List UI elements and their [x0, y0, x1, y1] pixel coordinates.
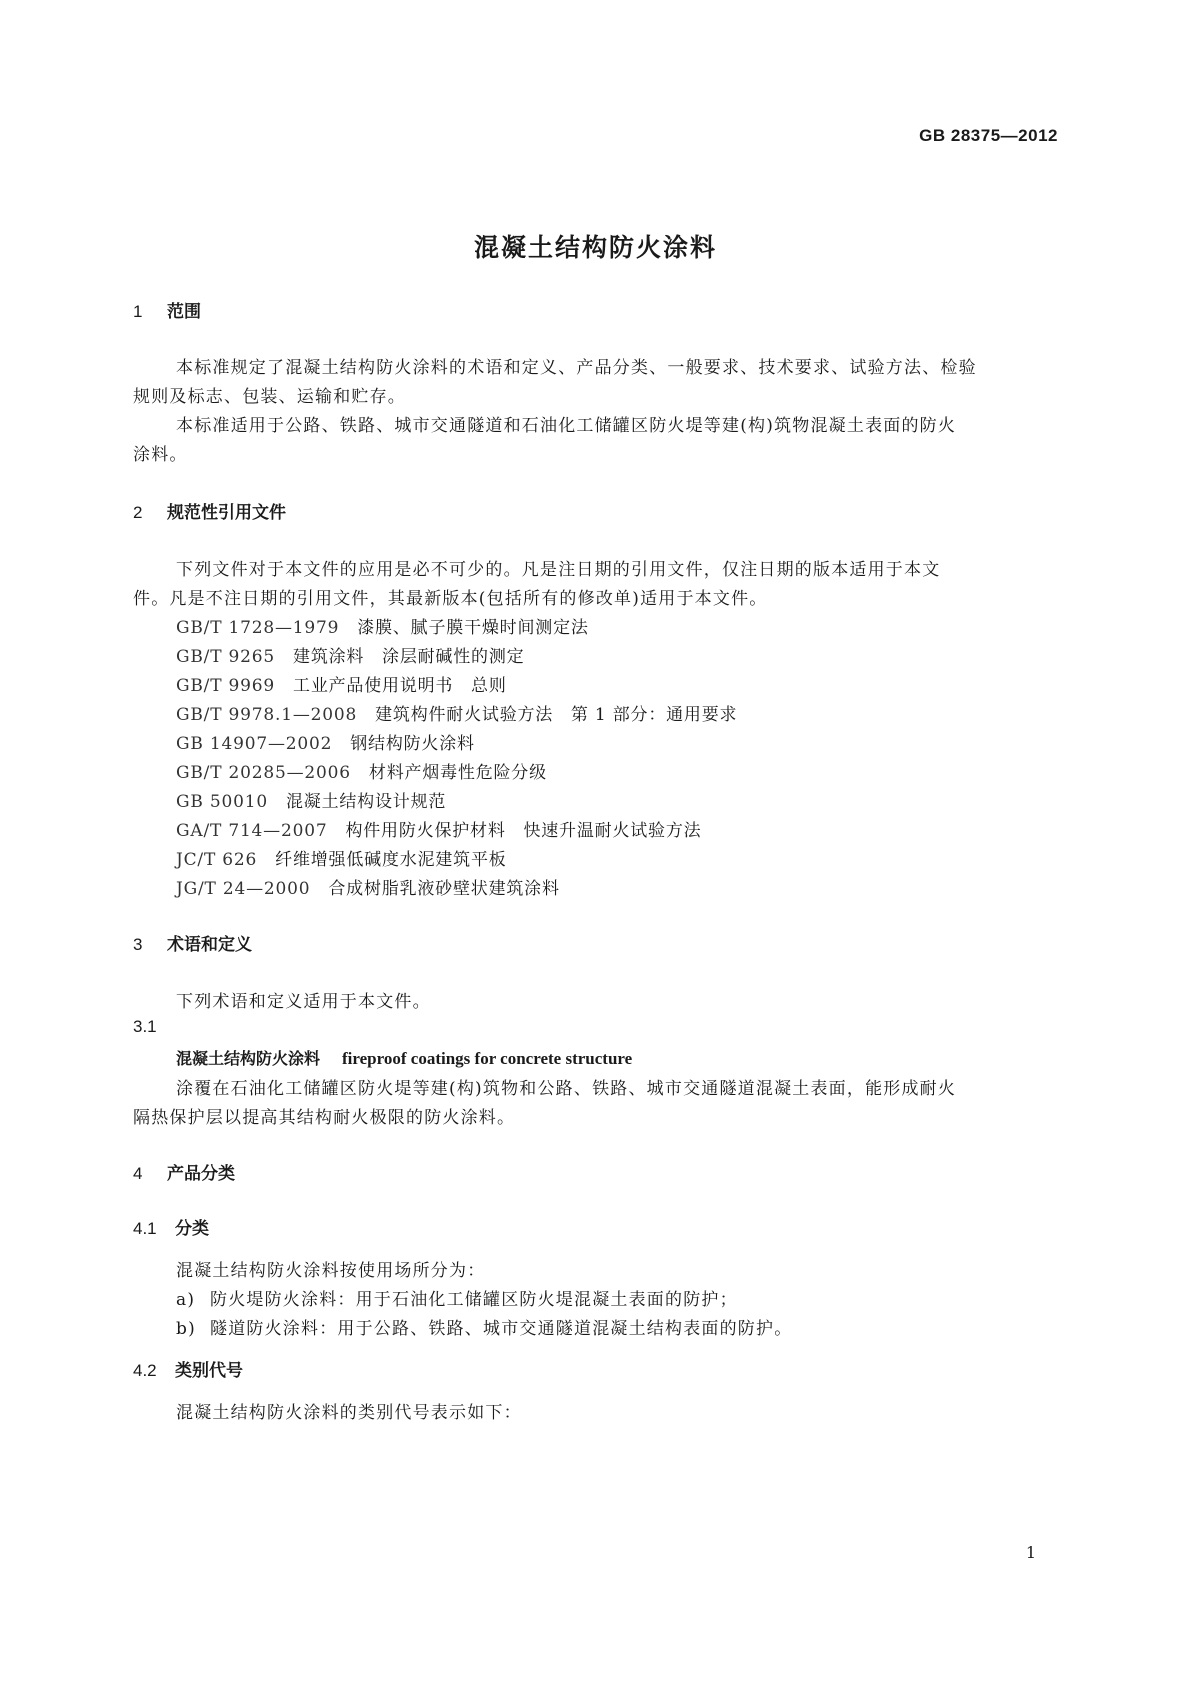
standard-code: GB 28375—2012: [919, 126, 1058, 145]
reference-code: GB 14907—2002: [176, 734, 333, 754]
reference-item: [176, 671, 507, 696]
list-item: [176, 1314, 792, 1339]
subsection-3-1-number: 3.1: [133, 1017, 157, 1036]
section-3-heading: [133, 930, 252, 955]
reference-name: 构件用防火保护材料 快速升温耐火试验方法: [345, 821, 702, 841]
reference-name: 钢结构防火涂料: [350, 734, 475, 754]
reference-code: GB 50010: [176, 792, 268, 812]
section-1-paragraph-1-line-1: 本标准规定了混凝土结构防火涂料的术语和定义、产品分类、一般要求、技术要求、试验方法、检验: [176, 358, 977, 378]
reference-item: [176, 758, 547, 783]
list-item-label: a): [176, 1290, 196, 1310]
section-2-heading: [133, 498, 286, 523]
section-title: 产品分类: [167, 1164, 235, 1184]
reference-name: 建筑涂料 涂层耐碱性的测定: [293, 647, 525, 667]
reference-item: [176, 845, 507, 870]
reference-item: [176, 816, 701, 841]
term-english: fireproof coatings for concrete structure: [342, 1049, 633, 1068]
section-title: 规范性引用文件: [167, 503, 286, 523]
reference-name: 合成树脂乳液砂壁状建筑涂料: [328, 879, 560, 899]
section-title: 类别代号: [175, 1361, 243, 1381]
reference-item: [176, 642, 524, 667]
section-4-heading: [133, 1159, 235, 1184]
reference-code: GB/T 20285—2006: [176, 763, 351, 783]
reference-name: 工业产品使用说明书 总则: [293, 676, 507, 696]
reference-code: GB/T 9265: [176, 647, 276, 667]
section-1-paragraph-2-line-2: 涂料。: [133, 445, 188, 465]
subsection-4-1-heading: [133, 1214, 209, 1239]
term-chinese: 混凝土结构防火涂料: [176, 1049, 321, 1068]
section-2-paragraph-line-2: 件。凡是不注日期的引用文件，其最新版本(包括所有的修改单)适用于本文件。: [133, 589, 768, 609]
reference-code: GB/T 1728—1979: [176, 618, 340, 638]
subsection-4-1-intro: 混凝土结构防火涂料按使用场所分为：: [176, 1261, 486, 1281]
subsection-4-2-heading: [133, 1356, 243, 1381]
section-number: 3: [133, 935, 143, 954]
page-number: 1: [1025, 1543, 1036, 1562]
section-number: 2: [133, 503, 143, 522]
reference-code: GB/T 9969: [176, 676, 276, 696]
section-title: 范围: [167, 302, 201, 322]
section-3-intro: 下列术语和定义适用于本文件。: [176, 992, 431, 1012]
reference-name: 建筑构件耐火试验方法 第 1 部分：通用要求: [375, 705, 738, 725]
reference-code: JC/T 626: [176, 850, 258, 870]
reference-code: GA/T 714—2007: [176, 821, 328, 841]
section-1-heading: [133, 297, 201, 322]
reference-name: 纤维增强低碱度水泥建筑平板: [275, 850, 507, 870]
reference-item: [176, 613, 589, 638]
section-number: 4.2: [133, 1361, 157, 1380]
reference-item: [176, 874, 560, 899]
section-number: 4.1: [133, 1219, 157, 1238]
section-title: 分类: [175, 1219, 209, 1239]
term-definition-line-1: 涂覆在石油化工储罐区防火堤等建(构)筑物和公路、铁路、城市交通隧道混凝土表面，能形成耐火: [176, 1079, 957, 1099]
list-item: [176, 1285, 738, 1310]
term-definition-line-2: 隔热保护层以提高其结构耐火极限的防火涂料。: [133, 1108, 516, 1128]
section-title: 术语和定义: [167, 935, 252, 955]
reference-item: [176, 787, 446, 812]
subsection-4-2-intro: 混凝土结构防火涂料的类别代号表示如下：: [176, 1403, 522, 1423]
reference-item: [176, 700, 737, 725]
term-entry: [176, 1046, 632, 1069]
reference-name: 材料产烟毒性危险分级: [368, 763, 547, 783]
section-1-paragraph-2-line-1: 本标准适用于公路、铁路、城市交通隧道和石油化工储罐区防火堤等建(构)筑物混凝土表面的防火: [176, 416, 957, 436]
list-item-label: b): [176, 1319, 196, 1339]
reference-code: JG/T 24—2000: [176, 879, 311, 899]
list-item-text: 防火堤防火涂料：用于石油化工储罐区防火堤混凝土表面的防护；: [210, 1290, 738, 1310]
section-2-paragraph-line-1: 下列文件对于本文件的应用是必不可少的。凡是注日期的引用文件，仅注日期的版本适用于本文: [176, 560, 941, 580]
section-number: 4: [133, 1164, 143, 1183]
reference-code: GB/T 9978.1—2008: [176, 705, 358, 725]
reference-item: [176, 729, 475, 754]
reference-name: 混凝土结构设计规范: [285, 792, 447, 812]
section-number: 1: [133, 302, 143, 321]
section-1-paragraph-1-line-2: 规则及标志、包装、运输和贮存。: [133, 387, 406, 407]
document-title: 混凝土结构防火涂料: [473, 233, 717, 262]
list-item-text: 隧道防火涂料：用于公路、铁路、城市交通隧道混凝土结构表面的防护。: [210, 1319, 793, 1339]
reference-name: 漆膜、腻子膜干燥时间测定法: [357, 618, 589, 638]
